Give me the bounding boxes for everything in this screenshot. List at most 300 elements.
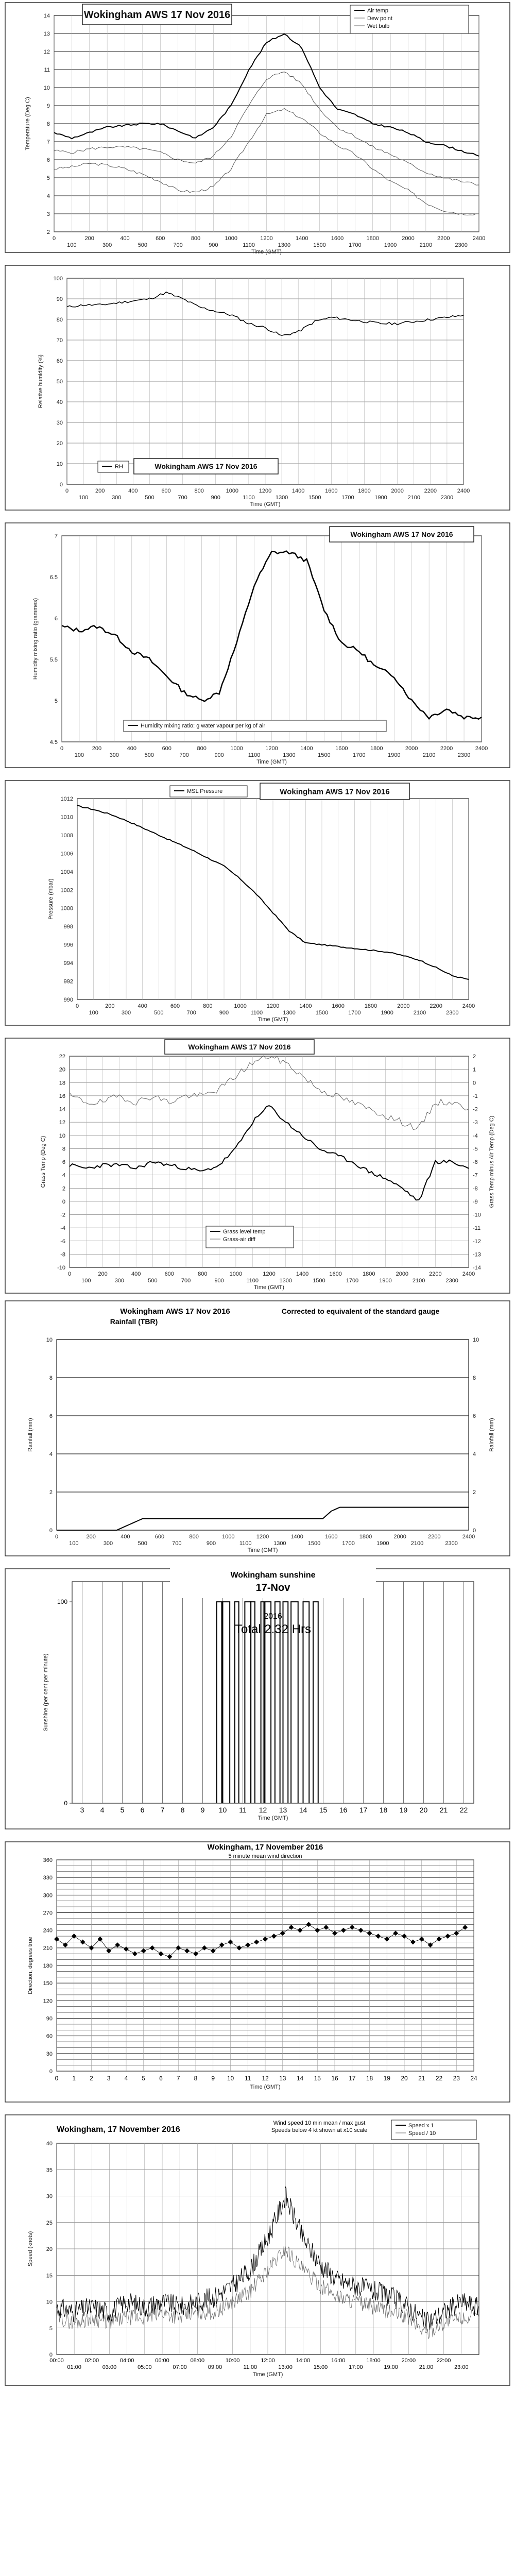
grass-y-tick-label: 16 <box>59 1093 65 1099</box>
sun-x-tick-label: 11 <box>239 1806 247 1814</box>
mix-y-tick-label: 6 <box>54 616 58 622</box>
temp-legend-label: Air temp <box>367 8 388 14</box>
temp-x-tick-label: 800 <box>191 235 201 242</box>
speed-y-tick-label: 40 <box>46 2141 53 2147</box>
mix-x-tick-label: 2400 <box>475 745 488 752</box>
wind-x-tick-label: 13 <box>279 2075 286 2082</box>
press-title-text: Wokingham AWS 17 Nov 2016 <box>280 787 390 796</box>
mix-y-tick-label: 5.5 <box>49 657 58 663</box>
press-x-tick-label: 0 <box>75 1003 79 1009</box>
press-x-axis-label: Time (GMT) <box>258 1016 288 1023</box>
speed-x-tick-label: 19:00 <box>384 2364 398 2370</box>
wind-outer-frame <box>5 1842 510 2102</box>
grass-x-tick-label: 1100 <box>246 1278 259 1284</box>
wind-x-tick-label: 21 <box>418 2075 425 2082</box>
grass-x-tick-label: 1600 <box>329 1271 342 1277</box>
sun-x-tick-label: 22 <box>459 1806 468 1814</box>
temp-x-tick-label: 600 <box>156 235 165 242</box>
mixing-ratio-chart <box>0 520 515 773</box>
rain-x-tick-label: 100 <box>69 1540 79 1547</box>
press-y-tick-label: 998 <box>63 924 73 930</box>
press-x-tick-label: 1100 <box>250 1010 263 1016</box>
wind-x-tick-label: 0 <box>55 2075 59 2082</box>
rain-y-tick-label: 0 <box>49 1528 53 1534</box>
grass-legend-label: Grass-air diff <box>223 1236 255 1243</box>
temp-x-axis-label: Time (GMT) <box>251 249 282 255</box>
chart-panel-wind-direction <box>0 1839 515 2107</box>
speed-legend-label: Speed / 10 <box>408 2130 436 2137</box>
grass-y-tick-label: 8 <box>62 1146 65 1153</box>
temp-x-tick-label: 0 <box>52 235 56 242</box>
rh-x-tick-label: 300 <box>112 495 122 501</box>
press-x-tick-label: 2000 <box>397 1003 410 1009</box>
temp-y-tick-label: 11 <box>44 67 50 73</box>
grass-y2-axis-label: Grass Temp minus Air Temp (Deg C) <box>489 1115 495 1208</box>
speed-x-tick-label: 06:00 <box>155 2358 169 2364</box>
wind-x-axis-label: Time (GMT) <box>250 2084 281 2090</box>
wind-x-tick-label: 22 <box>435 2075 443 2082</box>
temp-x-tick-label: 900 <box>209 242 218 248</box>
grass-x-tick-label: 700 <box>181 1278 191 1284</box>
press-x-tick-label: 1300 <box>283 1010 296 1016</box>
rain-x-tick-label: 500 <box>138 1540 147 1547</box>
mix-x-tick-label: 1900 <box>387 752 401 758</box>
rh-x-tick-label: 900 <box>211 495 220 501</box>
grass-y2-tick-label: -10 <box>473 1212 481 1218</box>
temp-y-tick-label: 7 <box>46 139 50 145</box>
temp-x-tick-label: 1300 <box>278 242 291 248</box>
rh-y-tick-label: 20 <box>56 440 63 447</box>
chart-panel-grass-temp <box>0 1036 515 1298</box>
speed-x-tick-label: 12:00 <box>261 2358 275 2364</box>
grass-x-tick-label: 2100 <box>412 1278 425 1284</box>
rain-x-tick-label: 2000 <box>393 1534 406 1540</box>
rain-x-tick-label: 2300 <box>445 1540 458 1547</box>
rain-y2-tick-label: 6 <box>473 1413 476 1419</box>
press-y-tick-label: 990 <box>63 997 73 1003</box>
temp-legend-label: Wet bulb <box>367 23 390 29</box>
mix-x-tick-label: 0 <box>60 745 64 752</box>
rh-x-tick-label: 2200 <box>424 488 437 494</box>
rain-x-tick-label: 800 <box>189 1534 199 1540</box>
grass-x-tick-label: 2300 <box>445 1278 458 1284</box>
grass-y2-tick-label: -9 <box>473 1198 478 1205</box>
press-y-tick-label: 1004 <box>60 869 73 875</box>
sun-total: Total 2.32 Hrs <box>234 1622 312 1636</box>
chart-panel-pressure <box>0 778 515 1030</box>
grass-y-tick-label: 10 <box>59 1132 65 1139</box>
rain-x-tick-label: 1600 <box>325 1534 338 1540</box>
speed-y-tick-label: 20 <box>46 2246 53 2252</box>
wind-y-tick-label: 330 <box>43 1875 53 1882</box>
temp-y-tick-label: 6 <box>46 157 50 163</box>
grass-y-tick-label: 4 <box>62 1172 65 1179</box>
rain-y-axis-label: Rainfall (mm) <box>27 1418 33 1452</box>
mix-x-tick-label: 2000 <box>405 745 418 752</box>
rainfall-chart <box>0 1298 515 1561</box>
rh-x-tick-label: 1500 <box>308 495 321 501</box>
wind-x-tick-label: 14 <box>296 2075 304 2082</box>
sun-y-tick-label: 100 <box>57 1598 67 1606</box>
rain-note: Corrected to equivalent of the standard gauge <box>281 1307 440 1315</box>
temp-y-tick-label: 10 <box>43 85 50 91</box>
rh-x-tick-label: 400 <box>128 488 138 494</box>
mix-y-tick-label: 7 <box>54 533 58 539</box>
grass-x-tick-label: 1200 <box>263 1271 276 1277</box>
temp-x-tick-label: 2200 <box>437 235 450 242</box>
temp-y-tick-label: 12 <box>43 49 50 55</box>
press-x-tick-label: 1800 <box>364 1003 377 1009</box>
speed-y-tick-label: 35 <box>46 2167 53 2174</box>
temp-x-tick-label: 1600 <box>331 235 344 242</box>
grass-x-tick-label: 1800 <box>363 1271 375 1277</box>
temp-x-tick-label: 2400 <box>472 235 486 242</box>
grass-outer-frame <box>5 1038 510 1293</box>
wind-x-tick-label: 24 <box>470 2075 477 2082</box>
press-y-tick-label: 1010 <box>60 814 73 821</box>
speed-y-tick-label: 0 <box>49 2352 53 2358</box>
mix-x-tick-label: 1600 <box>335 745 348 752</box>
press-legend-label: MSL Pressure <box>187 788 223 794</box>
mix-title-text: Wokingham AWS 17 Nov 2016 <box>350 530 453 538</box>
speed-x-axis-label: Time (GMT) <box>252 2371 283 2378</box>
press-x-tick-label: 400 <box>138 1003 147 1009</box>
grass-x-tick-label: 1000 <box>229 1271 243 1277</box>
mix-x-tick-label: 700 <box>179 752 189 758</box>
rain-x-tick-label: 200 <box>86 1534 96 1540</box>
grass-y2-tick-label: -11 <box>473 1225 481 1232</box>
grass-legend-label: Grass level temp <box>223 1229 266 1235</box>
speed-x-tick-label: 10:00 <box>225 2358 240 2364</box>
press-x-tick-label: 500 <box>154 1010 164 1016</box>
rh-x-tick-label: 700 <box>178 495 187 501</box>
rain-x-tick-label: 1000 <box>222 1534 235 1540</box>
grass-y2-tick-label: -7 <box>473 1172 478 1179</box>
mix-x-tick-label: 900 <box>214 752 224 758</box>
mix-x-tick-label: 1700 <box>353 752 366 758</box>
grass-x-tick-label: 100 <box>81 1278 91 1284</box>
rh-x-tick-label: 2400 <box>457 488 470 494</box>
rh-title-text: Wokingham AWS 17 Nov 2016 <box>154 462 258 470</box>
rain-x-tick-label: 2100 <box>410 1540 424 1547</box>
grass-y2-tick-label: -14 <box>473 1265 481 1271</box>
press-outer-frame <box>5 781 510 1025</box>
grass-x-tick-label: 2400 <box>462 1271 475 1277</box>
rh-y-tick-label: 40 <box>56 399 63 405</box>
rain-y2-tick-label: 8 <box>473 1375 476 1381</box>
wind-subtitle: 5 minute mean wind direction <box>228 1853 302 1859</box>
temp-x-tick-label: 2000 <box>402 235 415 242</box>
rain-y-tick-label: 4 <box>49 1451 53 1458</box>
grass-x-tick-label: 200 <box>98 1271 108 1277</box>
sun-x-tick-label: 6 <box>140 1806 145 1814</box>
speed-y-tick-label: 5 <box>49 2325 53 2332</box>
grass-x-tick-label: 900 <box>214 1278 224 1284</box>
grass-x-tick-label: 2200 <box>429 1271 442 1277</box>
rain-x-tick-label: 900 <box>206 1540 216 1547</box>
mix-x-tick-label: 400 <box>127 745 137 752</box>
grass-x-tick-label: 400 <box>131 1271 141 1277</box>
speed-x-tick-label: 08:00 <box>190 2358 205 2364</box>
speed-x-tick-label: 15:00 <box>313 2364 328 2370</box>
rain-y-tick-label: 6 <box>49 1413 53 1419</box>
wind-x-tick-label: 8 <box>194 2075 198 2082</box>
temp-y-tick-label: 3 <box>46 211 50 217</box>
temp-x-tick-label: 1800 <box>366 235 379 242</box>
rh-x-tick-label: 1000 <box>226 488 239 494</box>
mix-y-tick-label: 6.5 <box>49 574 58 581</box>
press-x-tick-label: 1400 <box>299 1003 312 1009</box>
temp-x-tick-label: 400 <box>120 235 130 242</box>
grass-y-tick-label: 2 <box>62 1185 65 1192</box>
speed-note-1: Wind speed 10 min mean / max gust <box>273 2120 366 2126</box>
rain-y-tick-label: 8 <box>49 1375 53 1381</box>
wind-y-tick-label: 300 <box>43 1892 53 1899</box>
temp-x-tick-label: 1100 <box>243 242 255 248</box>
rh-x-tick-label: 2100 <box>407 495 420 501</box>
mix-x-tick-label: 2100 <box>422 752 436 758</box>
temperature-chart <box>0 0 515 258</box>
sun-x-axis-label: Time (GMT) <box>258 1815 288 1821</box>
sun-x-tick-label: 15 <box>319 1806 328 1814</box>
grass-y2-tick-label: -5 <box>473 1146 478 1153</box>
rain-x-tick-label: 2200 <box>428 1534 441 1540</box>
rain-x-tick-label: 1100 <box>239 1540 252 1547</box>
rain-y-tick-label: 2 <box>49 1489 53 1496</box>
press-x-tick-label: 900 <box>219 1010 229 1016</box>
temp-x-tick-label: 1000 <box>225 235 237 242</box>
wind-x-tick-label: 2 <box>90 2075 93 2082</box>
speed-x-tick-label: 00:00 <box>49 2358 64 2364</box>
mix-x-tick-label: 1000 <box>230 745 243 752</box>
mix-x-tick-label: 1100 <box>248 752 261 758</box>
press-x-tick-label: 100 <box>89 1010 98 1016</box>
mix-x-tick-label: 2200 <box>440 745 453 752</box>
grass-y-tick-label: 0 <box>62 1198 65 1205</box>
mix-y-tick-label: 5 <box>54 698 58 704</box>
rh-y-tick-label: 90 <box>56 296 63 302</box>
rh-y-tick-label: 100 <box>53 276 63 282</box>
speed-x-tick-label: 18:00 <box>366 2358 381 2364</box>
grass-y2-tick-label: -2 <box>473 1106 478 1113</box>
press-x-tick-label: 700 <box>186 1010 196 1016</box>
press-y-tick-label: 1012 <box>60 796 73 802</box>
grass-y2-tick-label: 1 <box>473 1066 476 1073</box>
mix-x-tick-label: 600 <box>162 745 171 752</box>
wind-x-tick-label: 16 <box>331 2075 338 2082</box>
wind-direction-chart <box>0 1839 515 2107</box>
sun-x-tick-label: 18 <box>379 1806 388 1814</box>
rain-title: Wokingham AWS 17 Nov 2016 <box>120 1307 230 1316</box>
mix-x-tick-label: 1400 <box>300 745 313 752</box>
grass-y2-tick-label: -3 <box>473 1120 478 1126</box>
wind-x-tick-label: 15 <box>314 2075 321 2082</box>
wind-x-tick-label: 19 <box>383 2075 390 2082</box>
speed-y-tick-label: 30 <box>46 2193 53 2200</box>
temp-legend-label: Dew point <box>367 15 392 22</box>
speed-x-tick-label: 02:00 <box>84 2358 99 2364</box>
rh-x-tick-label: 200 <box>95 488 105 494</box>
sun-x-tick-label: 8 <box>180 1806 185 1814</box>
press-x-tick-label: 1700 <box>348 1010 361 1016</box>
wind-x-tick-label: 9 <box>211 2075 215 2082</box>
speed-y-tick-label: 15 <box>46 2273 53 2279</box>
rain-y2-tick-label: 4 <box>473 1451 476 1458</box>
wind-y-tick-label: 210 <box>43 1945 53 1952</box>
rh-x-tick-label: 1300 <box>275 495 288 501</box>
mix-x-tick-label: 300 <box>109 752 119 758</box>
temp-y-tick-label: 9 <box>46 103 50 109</box>
rh-x-tick-label: 2300 <box>440 495 454 501</box>
rain-x-tick-label: 600 <box>154 1534 165 1540</box>
rain-x-tick-label: 700 <box>172 1540 182 1547</box>
wind-x-tick-label: 12 <box>262 2075 269 2082</box>
sun-x-tick-label: 13 <box>279 1806 287 1814</box>
temp-x-tick-label: 700 <box>173 242 183 248</box>
sun-x-tick-label: 12 <box>259 1806 267 1814</box>
sun-x-tick-label: 20 <box>419 1806 428 1814</box>
press-y-tick-label: 1000 <box>60 905 73 912</box>
grass-y-tick-label: 18 <box>59 1080 65 1087</box>
rh-y-tick-label: 30 <box>56 420 63 426</box>
wind-x-tick-label: 3 <box>107 2075 111 2082</box>
rh-legend-label: RH <box>115 464 123 470</box>
chart-panel-sunshine <box>0 1566 515 1834</box>
mix-y-axis-label: Humidity mixing ratio (grammes) <box>32 598 39 680</box>
sun-x-tick-label: 16 <box>339 1806 348 1814</box>
speed-x-tick-label: 13:00 <box>278 2364 293 2370</box>
press-x-tick-label: 600 <box>170 1003 180 1009</box>
rain-y2-tick-label: 2 <box>473 1489 476 1496</box>
wind-y-tick-label: 360 <box>43 1857 53 1863</box>
sun-x-tick-label: 9 <box>200 1806 205 1814</box>
rain-outer-frame <box>5 1301 510 1556</box>
sun-x-tick-label: 7 <box>160 1806 165 1814</box>
temp-x-tick-label: 1200 <box>260 235 273 242</box>
press-y-tick-label: 1006 <box>60 851 73 857</box>
temp-y-tick-label: 2 <box>46 229 50 235</box>
wind-title: Wokingham, 17 November 2016 <box>207 1843 323 1852</box>
temp-y-tick-label: 8 <box>46 121 50 127</box>
grass-x-tick-label: 300 <box>114 1278 125 1284</box>
grass-y-tick-label: -6 <box>60 1238 65 1245</box>
press-x-tick-label: 1900 <box>381 1010 393 1016</box>
mix-x-tick-label: 200 <box>92 745 102 752</box>
temp-x-tick-label: 1700 <box>349 242 362 248</box>
sun-x-tick-label: 10 <box>218 1806 227 1814</box>
temp-y-tick-label: 5 <box>46 175 50 181</box>
rh-x-axis-label: Time (GMT) <box>250 501 281 507</box>
rh-x-tick-label: 800 <box>194 488 204 494</box>
grass-y2-tick-label: 2 <box>473 1054 476 1060</box>
wind-x-tick-label: 11 <box>245 2075 251 2082</box>
humidity-chart <box>0 263 515 515</box>
rain-x-tick-label: 0 <box>55 1534 59 1540</box>
grass-x-axis-label: Time (GMT) <box>254 1284 284 1291</box>
grass-y2-tick-label: -6 <box>473 1159 478 1165</box>
grass-x-tick-label: 1300 <box>279 1278 293 1284</box>
rh-x-tick-label: 600 <box>161 488 171 494</box>
rh-y-tick-label: 60 <box>56 358 63 364</box>
wind-y-tick-label: 30 <box>46 2050 53 2057</box>
mix-x-tick-label: 800 <box>197 745 207 752</box>
mix-x-tick-label: 100 <box>74 752 84 758</box>
sun-outer-frame <box>5 1569 510 1829</box>
wind-x-tick-label: 23 <box>453 2075 460 2082</box>
grass-y-axis-label: Grass Temp (Deg C) <box>40 1136 46 1188</box>
rain-x-tick-label: 1300 <box>273 1540 286 1547</box>
temp-y-axis-label: Temperature (Deg C) <box>25 97 31 150</box>
mix-x-tick-label: 1500 <box>318 752 331 758</box>
speed-x-tick-label: 05:00 <box>138 2364 152 2370</box>
speed-x-tick-label: 20:00 <box>401 2358 416 2364</box>
grass-x-tick-label: 800 <box>198 1271 208 1277</box>
sun-y-axis-label: Sunshine (per cent per minute) <box>43 1653 49 1732</box>
rh-x-tick-label: 1900 <box>374 495 387 501</box>
mix-legend-label: Humidity mixing ratio: g water vapour per kg of air <box>141 723 266 729</box>
rain-x-axis-label: Time (GMT) <box>247 1547 278 1553</box>
press-y-axis-label: Pressure (mbar) <box>48 878 54 920</box>
speed-y-axis-label: Speed (knots) <box>27 2231 33 2267</box>
speed-x-tick-label: 04:00 <box>119 2358 134 2364</box>
press-y-tick-label: 992 <box>63 978 73 985</box>
sun-year: 2016 <box>264 1612 282 1621</box>
grass-y-tick-label: 6 <box>62 1159 65 1165</box>
speed-x-tick-label: 14:00 <box>296 2358 311 2364</box>
grass-y-tick-label: 12 <box>59 1120 65 1126</box>
temp-y-tick-label: 14 <box>43 13 50 19</box>
speed-x-tick-label: 09:00 <box>208 2364 222 2370</box>
grass-y2-tick-label: -1 <box>473 1093 478 1099</box>
mix-x-tick-label: 1300 <box>283 752 296 758</box>
grass-x-tick-label: 1500 <box>313 1278 325 1284</box>
rh-y-tick-label: 0 <box>59 482 63 488</box>
mix-y-tick-label: 4.5 <box>49 739 58 745</box>
grass-temp-chart <box>0 1036 515 1298</box>
grass-y-tick-label: -8 <box>60 1251 65 1258</box>
rh-x-tick-label: 1200 <box>259 488 272 494</box>
grass-y-tick-label: 14 <box>59 1106 65 1113</box>
press-x-tick-label: 2300 <box>446 1010 459 1016</box>
grass-title-text: Wokingham AWS 17 Nov 2016 <box>188 1042 291 1051</box>
mix-x-tick-label: 2300 <box>457 752 471 758</box>
press-y-tick-label: 996 <box>63 942 73 948</box>
rh-x-tick-label: 500 <box>145 495 154 501</box>
press-x-tick-label: 300 <box>121 1010 131 1016</box>
rain-x-tick-label: 1200 <box>256 1534 269 1540</box>
wind-x-tick-label: 20 <box>401 2075 408 2082</box>
grass-y2-tick-label: -12 <box>473 1238 481 1245</box>
grass-x-tick-label: 600 <box>164 1271 174 1277</box>
press-y-tick-label: 1008 <box>60 832 73 839</box>
rh-x-tick-label: 2000 <box>391 488 404 494</box>
wind-y-tick-label: 270 <box>43 1910 53 1917</box>
temp-x-tick-label: 1500 <box>313 242 326 248</box>
sun-x-tick-label: 4 <box>100 1806 105 1814</box>
wind-y-tick-label: 180 <box>43 1963 53 1969</box>
sun-date: 17-Nov <box>255 1582 290 1594</box>
speed-x-tick-label: 03:00 <box>102 2364 117 2370</box>
press-x-tick-label: 2400 <box>462 1003 475 1009</box>
grass-y-tick-label: -4 <box>60 1225 65 1232</box>
press-x-tick-label: 2100 <box>413 1010 426 1016</box>
wind-y-tick-label: 60 <box>46 2033 53 2040</box>
wind-x-tick-label: 17 <box>349 2075 356 2082</box>
wind-y-tick-label: 120 <box>43 1998 53 2005</box>
press-y-tick-label: 994 <box>63 960 73 967</box>
speed-x-tick-label: 21:00 <box>419 2364 434 2370</box>
wind-x-tick-label: 18 <box>366 2075 373 2082</box>
